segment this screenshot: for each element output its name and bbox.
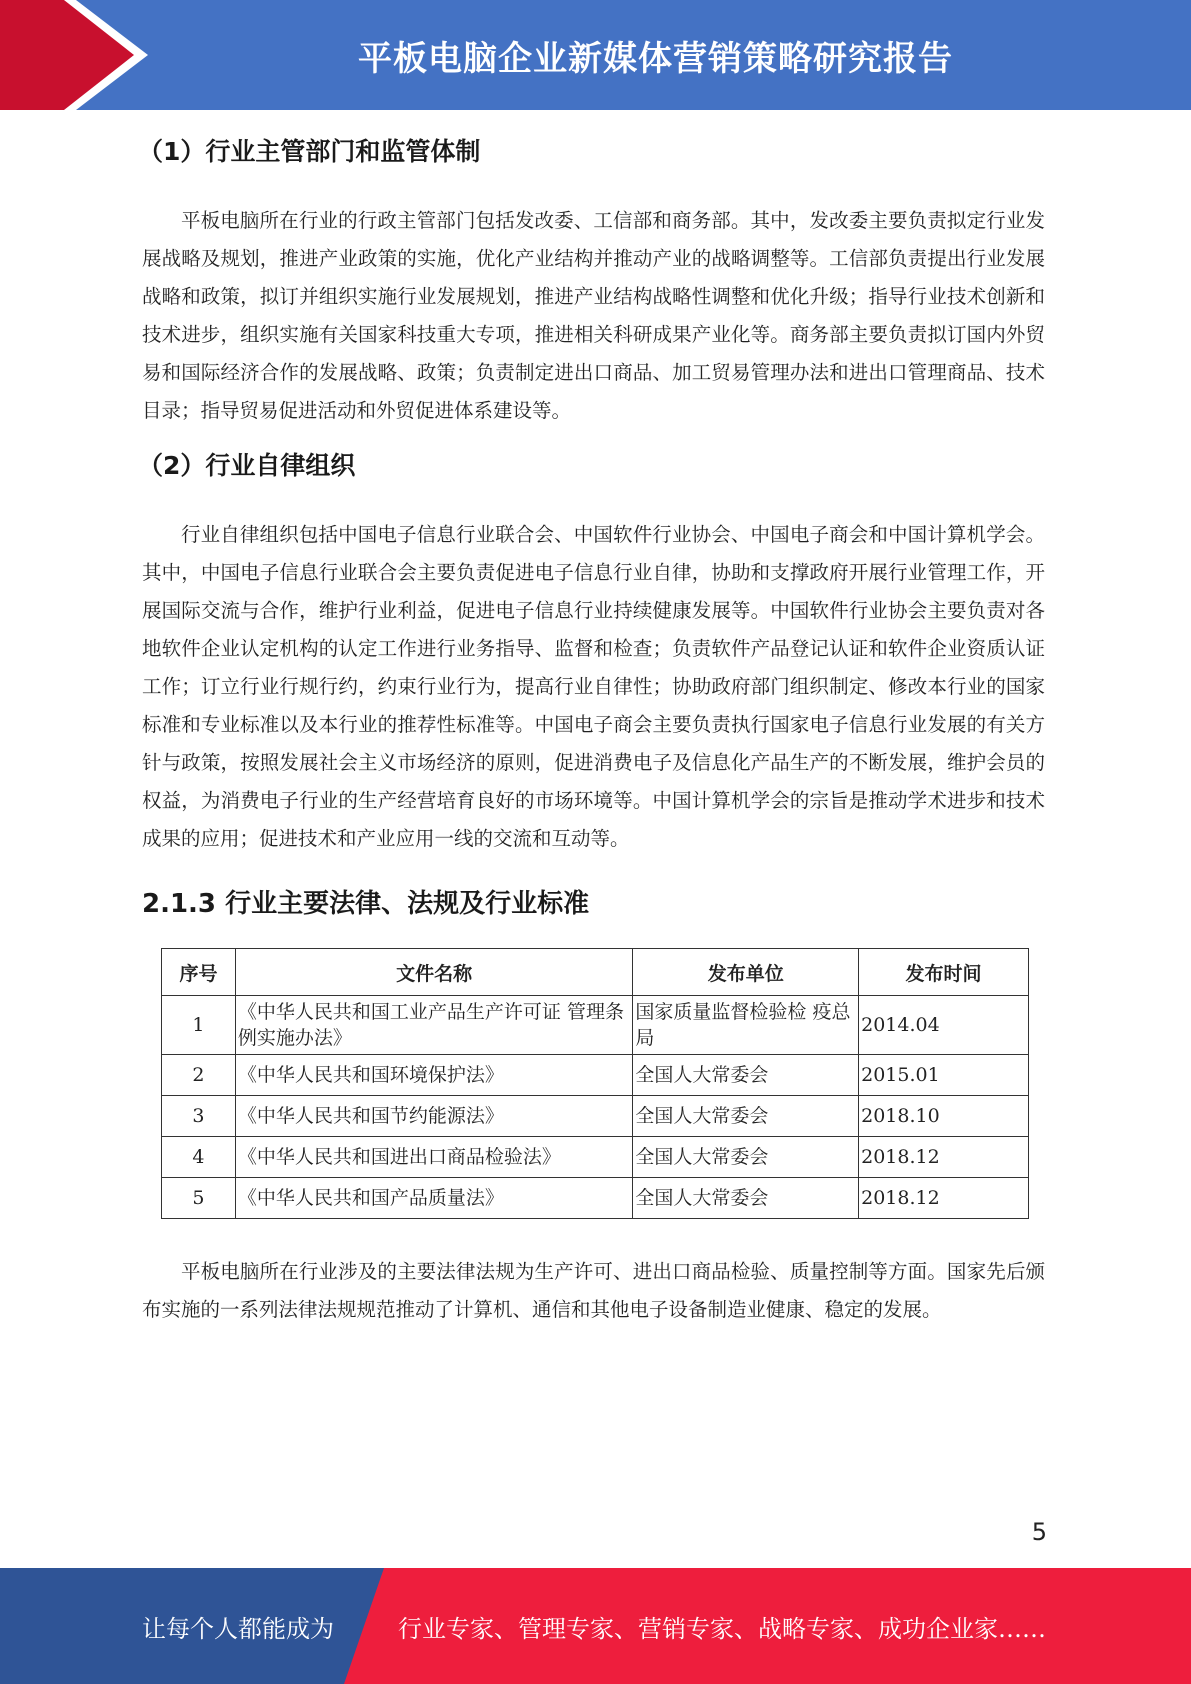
main-content bbox=[138, 120, 1045, 1345]
page-header bbox=[0, 0, 1191, 110]
table-cell: 全国人大常委会 bbox=[633, 1096, 859, 1137]
page-footer bbox=[0, 1568, 1191, 1684]
table-cell: 2018.10 bbox=[859, 1096, 1029, 1137]
table-cell: 《中华人民共和国产品质量法》 bbox=[235, 1178, 632, 1219]
table-cell: 2018.12 bbox=[859, 1178, 1029, 1219]
table-header-cell: 文件名称 bbox=[235, 949, 632, 996]
page-number: 5 bbox=[1031, 1518, 1047, 1546]
section-heading-supervision: （1）行业主管部门和监管体制 bbox=[138, 137, 481, 166]
table-cell: 国家质量监督检验检 疫总局 bbox=[633, 996, 859, 1055]
table-cell: 《中华人民共和国进出口商品检验法》 bbox=[235, 1137, 632, 1178]
footer-slogan-left: 让每个人都能成为 bbox=[142, 1614, 334, 1643]
table-cell: 4 bbox=[162, 1137, 236, 1178]
table-row bbox=[162, 1055, 1029, 1096]
table-cell: 全国人大常委会 bbox=[633, 1137, 859, 1178]
table-cell: 2 bbox=[162, 1055, 236, 1096]
table-cell: 《中华人民共和国工业产品生产许可证 管理条例实施办法》 bbox=[235, 996, 632, 1055]
section-heading-self-regulation: （2）行业自律组织 bbox=[138, 451, 356, 480]
table-cell: 5 bbox=[162, 1178, 236, 1219]
laws-table bbox=[161, 948, 1029, 1219]
table-cell: 3 bbox=[162, 1096, 236, 1137]
paragraph-supervision: 平板电脑所在行业的行政主管部门包括发改委、工信部和商务部。其中，发改委主要负责拟定行业发展战略及规划，推进产业政策的实施，优化产业结构并推动产业的战略调整等。工信部负责提出行业发展战略和政策，拟订并组织实施行业发展规划，推进产业结构战略性调整和优化升级；指导行业技术创新和技术进步，组织实施有关国家科技重大专项，推进相关科研成果产业化等。商务部主要负责拟订国内外贸易和国际经济合作的发展战略、政策；负责制定进出口商品、加工贸易管理办法和进出口管理商品、技术目录；指导贸易促进活动和外贸促进体系建设等。 bbox=[142, 209, 1045, 422]
table-header-row bbox=[162, 949, 1029, 996]
paragraph-self-regulation: 行业自律组织包括中国电子信息行业联合会、中国软件行业协会、中国电子商会和中国计算机学会。其中，中国电子信息行业联合会主要负责促进电子信息行业自律，协助和支撑政府开展行业管理工作，开展国际交流与合作，维护行业利益，促进电子信息行业持续健康发展等。中国软件行业协会主要负责对各地软件企业认定机构的认定工作进行业务指导、监督和检查；负责软件产品登记认证和软件企业资质认证工作；订立行业行规行约，约束行业行为，提高行业自律性；协助政府部门组织制定、修改本行业的国家标准和专业标准以及本行业的推荐性标准等。中国电子商会主要负责执行国家电子信息行业发展的有关方针与政策，按照发展社会主义市场经济的原则，促进消费电子及信息化产品生产的不断发展，维护会员的权益，为消费电子行业的生产经营培育良好的市场环境等。中国计算机学会的宗旨是推动学术进步和技术成果的应用；促进技术和产业应用一线的交流和互动等。 bbox=[142, 523, 1045, 850]
table-cell: 1 bbox=[162, 996, 236, 1055]
table-row bbox=[162, 1137, 1029, 1178]
table-cell: 2015.01 bbox=[859, 1055, 1029, 1096]
table-header-cell: 序号 bbox=[162, 949, 236, 996]
paragraph-laws: 平板电脑所在行业涉及的主要法律法规为生产许可、进出口商品检验、质量控制等方面。国家先后颁布实施的一系列法律法规规范推动了计算机、通信和其他电子设备制造业健康、稳定的发展。 bbox=[142, 1260, 1045, 1321]
table-cell: 2018.12 bbox=[859, 1137, 1029, 1178]
table-header-cell: 发布单位 bbox=[633, 949, 859, 996]
section-heading-laws: 2.1.3 行业主要法律、法规及行业标准 bbox=[142, 889, 590, 919]
footer-slogan-right: 行业专家、管理专家、营销专家、战略专家、成功企业家…… bbox=[398, 1614, 1046, 1643]
table-row bbox=[162, 1178, 1029, 1219]
table-cell: 全国人大常委会 bbox=[633, 1055, 859, 1096]
table-row bbox=[162, 996, 1029, 1055]
table-cell: 2014.04 bbox=[859, 996, 1029, 1055]
table-cell: 《中华人民共和国节约能源法》 bbox=[235, 1096, 632, 1137]
table-cell: 全国人大常委会 bbox=[633, 1178, 859, 1219]
table-header-cell: 发布时间 bbox=[859, 949, 1029, 996]
table-cell: 《中华人民共和国环境保护法》 bbox=[235, 1055, 632, 1096]
table-row bbox=[162, 1096, 1029, 1137]
chevron-arrow-icon bbox=[0, 0, 160, 110]
report-title: 平板电脑企业新媒体营销策略研究报告 bbox=[358, 38, 953, 79]
